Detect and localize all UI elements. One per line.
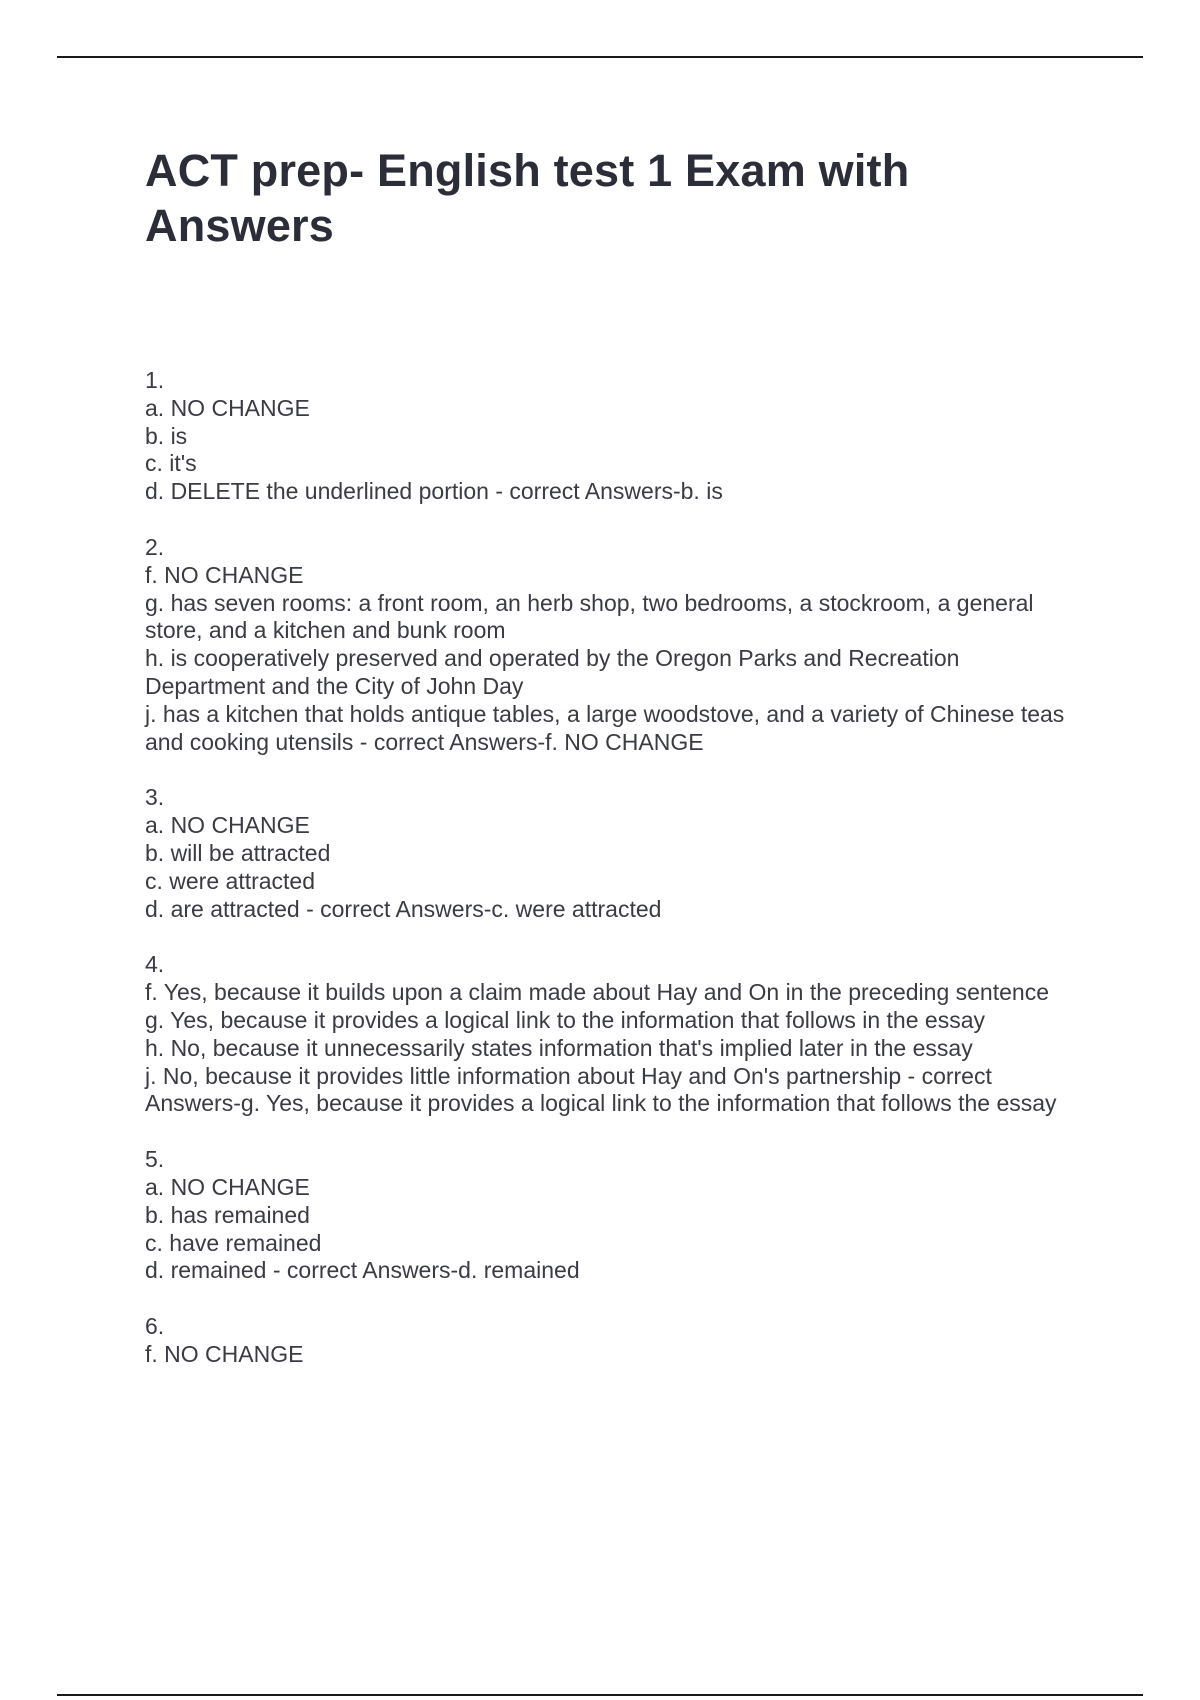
question-5 xyxy=(145,1146,1085,1285)
answer-option: f. NO CHANGE xyxy=(145,561,304,588)
answer-option: f. Yes, because it builds upon a claim made about Hay and On in the preceding sentence xyxy=(145,979,1049,1006)
question-4 xyxy=(145,951,1085,1118)
question-number: 4. xyxy=(145,951,165,978)
answer-option: a. NO CHANGE xyxy=(145,812,310,839)
answer-option: g. has seven rooms: a front room, an herb shop, two bedrooms, a stockroom, a general store, and a kitchen and bunk room xyxy=(145,589,1034,644)
answer-option: c. have remained xyxy=(145,1229,322,1256)
answer-option: a. NO CHANGE xyxy=(145,394,310,421)
question-2 xyxy=(145,534,1085,756)
answer-option: h. No, because it unnecessarily states information that's implied later in the essay xyxy=(145,1034,973,1061)
question-number: 2. xyxy=(145,533,165,560)
answer-option: c. it's xyxy=(145,450,197,477)
answer-option-with-correct-answer: d. DELETE the underlined portion - correct Answers-b. is xyxy=(145,478,723,505)
answer-option-with-correct-answer: j. No, because it provides little information about Hay and On's partnership - correct Answers-g. Yes, because it provides a logical link to the information that follows the essay xyxy=(145,1062,1057,1117)
document-title: ACT prep- English test 1 Exam with Answers xyxy=(145,145,910,251)
answer-option: a. NO CHANGE xyxy=(145,1173,310,1200)
answer-option-with-correct-answer: j. has a kitchen that holds antique tables, a large woodstove, and a variety of Chinese teas and cooking utensils - correct Answers-f. NO CHANGE xyxy=(145,700,1065,755)
bottom-rule xyxy=(57,1694,1143,1696)
answer-option: b. will be attracted xyxy=(145,839,331,866)
answer-option: b. is xyxy=(145,422,188,449)
top-rule xyxy=(57,56,1143,58)
answer-option-with-correct-answer: d. are attracted - correct Answers-c. were attracted xyxy=(145,895,662,922)
answer-option: c. were attracted xyxy=(145,867,316,894)
question-6 xyxy=(145,1313,1085,1369)
question-list xyxy=(145,367,1085,1397)
answer-option: f. NO CHANGE xyxy=(145,1340,304,1367)
question-number: 5. xyxy=(145,1146,165,1173)
answer-option: b. has remained xyxy=(145,1201,310,1228)
answer-option: g. Yes, because it provides a logical link to the information that follows in the essay xyxy=(145,1006,985,1033)
question-3 xyxy=(145,784,1085,923)
question-1 xyxy=(145,367,1085,506)
answer-option-with-correct-answer: d. remained - correct Answers-d. remained xyxy=(145,1257,580,1284)
question-number: 6. xyxy=(145,1313,165,1340)
question-number: 3. xyxy=(145,784,165,811)
question-number: 1. xyxy=(145,367,165,393)
answer-option: h. is cooperatively preserved and operated by the Oregon Parks and Recreation Department and the City of John Day xyxy=(145,645,960,699)
